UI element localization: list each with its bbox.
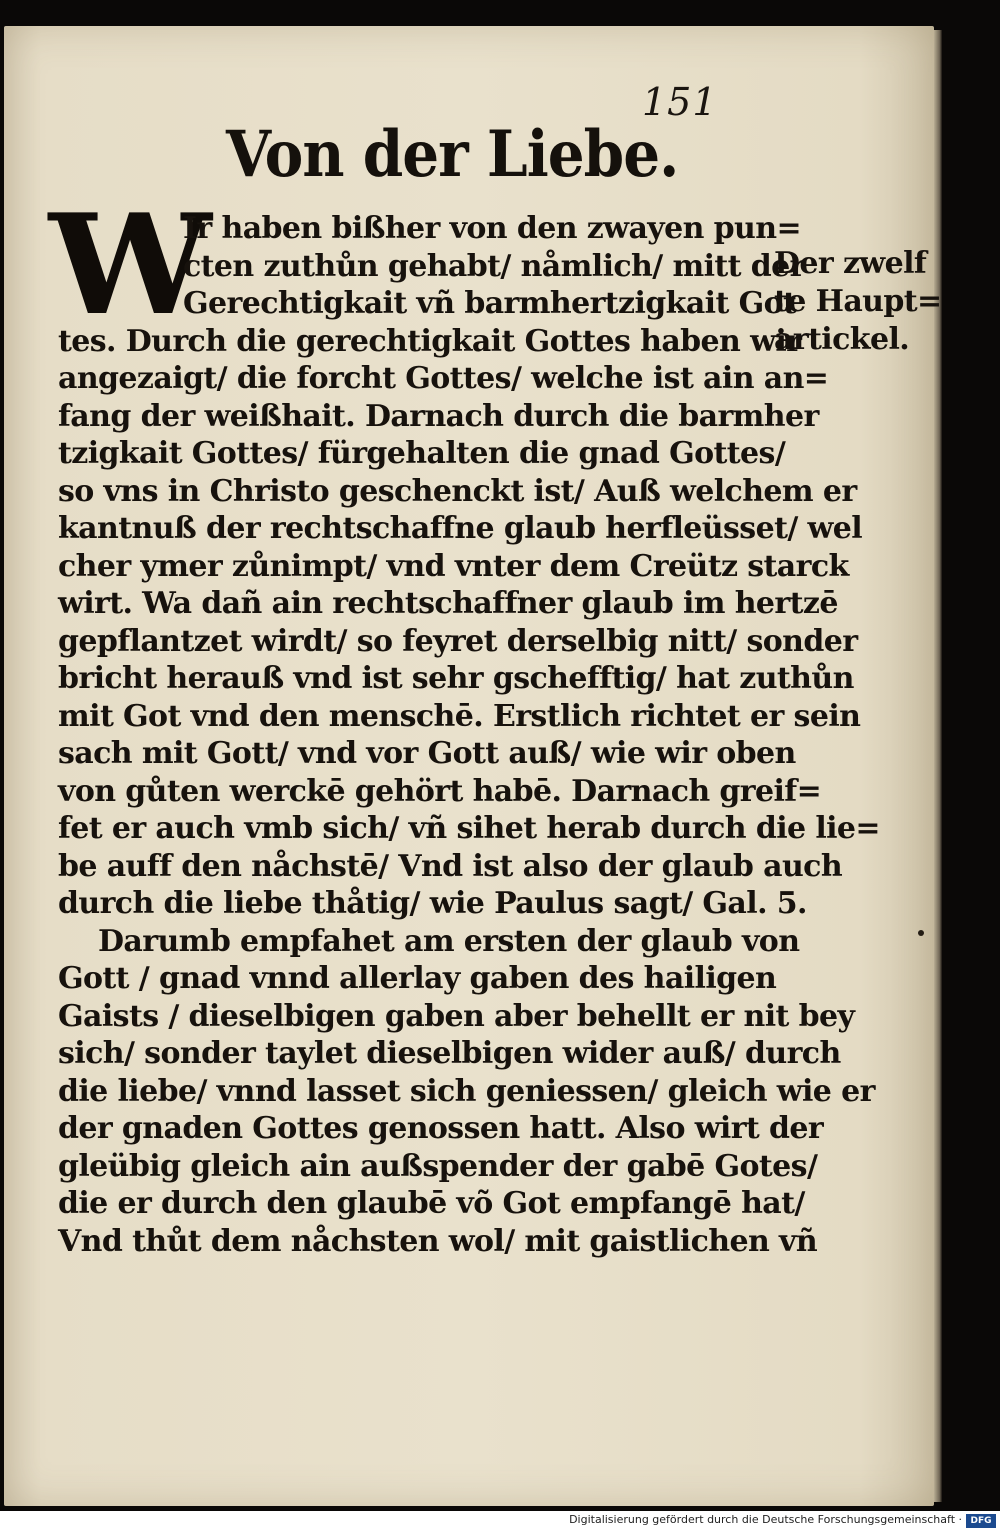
text-line: tes. Durch die gerechtigkait Gottes haben wir <box>58 323 802 359</box>
text-line: fang der weißhait. Darnach durch die barmher <box>58 398 819 434</box>
dfg-logo: DFG <box>966 1514 996 1528</box>
decorated-initial: W <box>48 183 212 346</box>
ink-dot <box>918 930 924 936</box>
text-line: sach mit Gott/ vnd vor Gott auß/ wie wir oben <box>58 736 796 771</box>
text-line: Vnd thůt dem nåchsten wol/ mit gaistlichen vñ <box>58 1223 818 1259</box>
text-line: tzigkait Gottes/ fürgehalten die gnad Gottes/ <box>58 436 786 471</box>
margin-note-line: Der zwelf <box>774 246 927 281</box>
text-line: cten zuthůn gehabt/ nåmlich/ mitt der <box>183 248 805 284</box>
text-line: von gůten werckē gehört habē. Darnach greif= <box>58 773 822 809</box>
text-line: gepflantzet wirdt/ so feyret derselbig nitt/ sonder <box>58 623 858 659</box>
funding-credit: Digitalisierung gefördert durch die Deutsche Forschungsgemeinschaft · <box>569 1513 962 1526</box>
text-line: cher ymer zůnimpt/ vnd vnter dem Creütz starck <box>58 548 849 584</box>
text-line: so vns in Christo geschenckt ist/ Auß welchem er <box>58 473 857 509</box>
text-line: Gerechtigkait vñ barmhertzigkait Got <box>183 286 797 321</box>
text-line: bricht herauß vnd ist sehr gschefftig/ hat zuthůn <box>58 661 854 696</box>
text-line: durch die liebe thåtig/ wie Paulus sagt/ Gal. 5. <box>58 886 807 921</box>
text-line: der gnaden Gottes genossen hatt. Also wirt der <box>58 1111 824 1146</box>
text-line: angezaigt/ die forcht Gottes/ welche ist ain an= <box>58 361 829 396</box>
text-line: sich/ sonder taylet dieselbigen wider auß/ durch <box>58 1036 841 1071</box>
text-line: mit Got vnd den menschē. Erstlich richtet er sein <box>58 698 861 734</box>
text-line: die liebe/ vnnd lasset sich geniessen/ gleich wie er <box>58 1073 875 1109</box>
margin-note-line: artickel. <box>774 322 910 357</box>
margin-note-line: te Haupt= <box>774 284 942 319</box>
text-line: kantnuß der rechtschaffne glaub herfleüsset/ wel <box>58 511 863 546</box>
chapter-title: Von der Liebe. <box>226 116 679 192</box>
margin-note <box>774 245 942 359</box>
text-line: fet er auch vmb sich/ vñ sihet herab durch die lie= <box>58 811 880 846</box>
text-line: die er durch den glaubē võ Got empfangē hat/ <box>58 1186 805 1221</box>
text-line: Gott / gnad vnnd allerlay gaben des hailigen <box>58 961 777 996</box>
text-line: Darumb empfahet am ersten der glaub von <box>98 923 800 959</box>
page-number: 151 <box>642 80 718 124</box>
text-line: Ir haben bißher von den zwayen pun= <box>183 211 801 246</box>
text-line: wirt. Wa dañ ain rechtschaffner glaub im hertzē <box>58 586 838 621</box>
text-line: gleübig gleich ain außspender der gabē Gotes/ <box>58 1148 818 1184</box>
text-line: be auff den nåchstē/ Vnd ist also der glaub auch <box>58 848 843 884</box>
text-line: Gaists / dieselbigen gaben aber behellt er nit bey <box>58 998 855 1034</box>
